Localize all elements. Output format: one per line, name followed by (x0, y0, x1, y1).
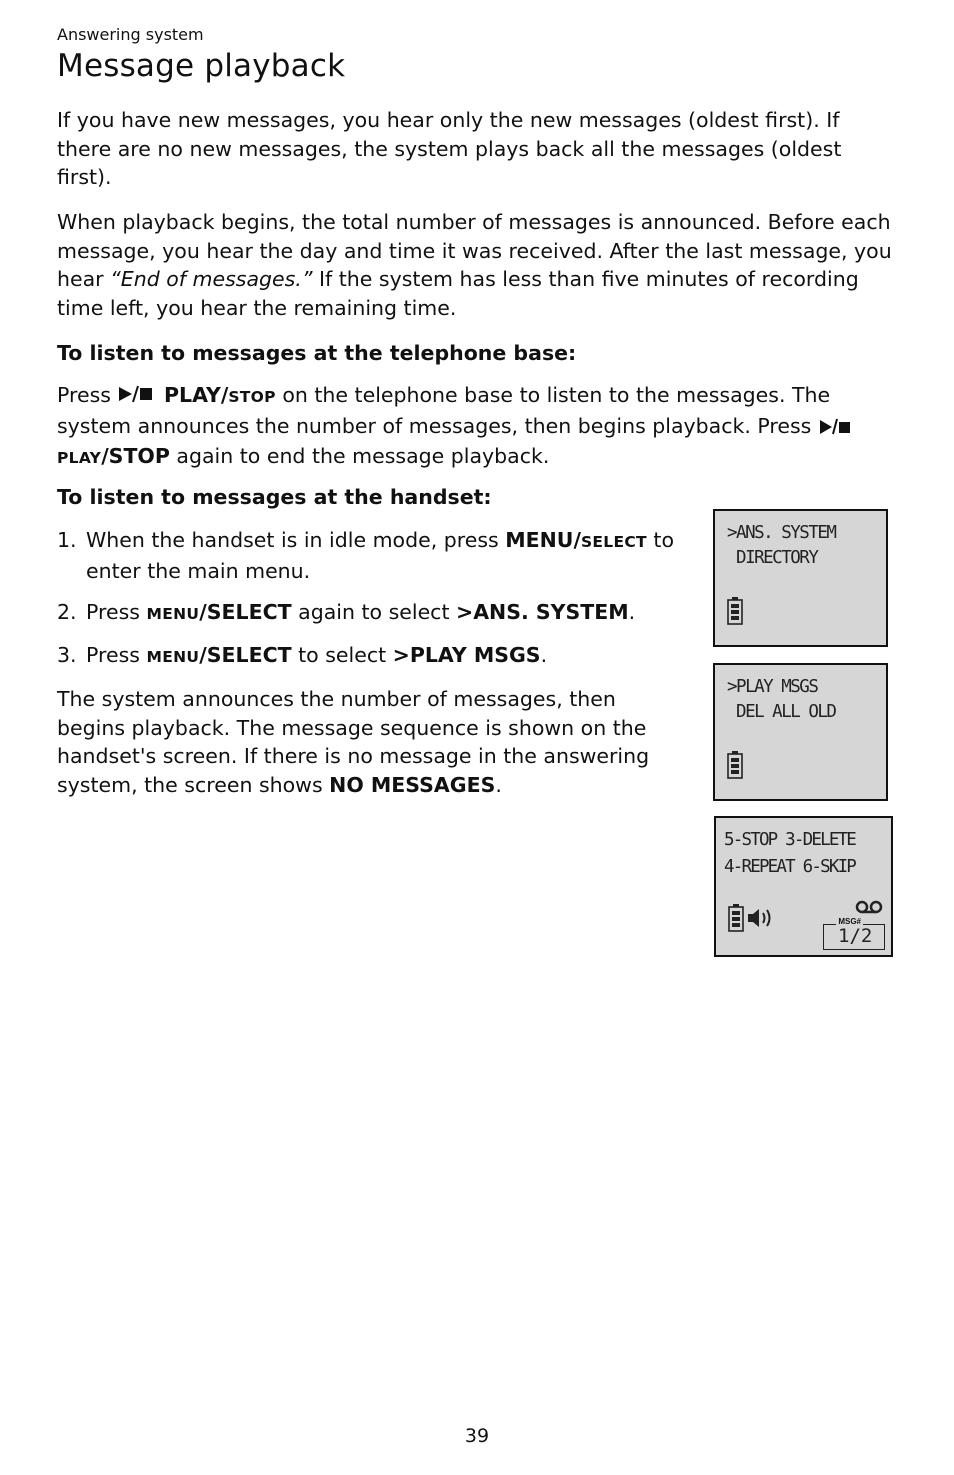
base-heading: To listen to messages at the telephone base: (57, 341, 577, 365)
lcd-line-2: DEL ALL OLD (727, 702, 836, 722)
step-text: Press (86, 643, 147, 667)
message-counter-label: MSG# (838, 917, 861, 926)
step-text: to select (291, 643, 393, 667)
press-text: Press (57, 383, 118, 407)
intro-text-b: If the system has less than five minutes of recording time left, you hear the remaining time. (57, 267, 859, 321)
message-counter (823, 917, 885, 950)
menu-key-label: MENU (146, 648, 200, 666)
page-number: 39 (464, 1425, 490, 1447)
select-key-label: /SELECT (199, 643, 292, 667)
end-of-messages-quote: “End of messages.” (110, 267, 313, 292)
select-key-label: /SELECT (199, 600, 292, 624)
handset-outro (57, 685, 687, 800)
step-number: 3. (57, 643, 77, 667)
base-text-2: again to end the message playback. (169, 444, 550, 469)
step-3 (57, 641, 697, 672)
play-key-label: PLAY (57, 449, 102, 468)
step-2 (57, 598, 697, 629)
ans-system-option: >ANS. SYSTEM (456, 600, 629, 624)
no-messages-label: NO MESSAGES (329, 773, 496, 798)
lcd-screen-play-msgs (713, 663, 888, 801)
lcd-line-1: >ANS. SYSTEM (727, 523, 836, 543)
voicemail-icon (855, 900, 883, 914)
step-text: . (628, 600, 636, 624)
step-number: 1. (57, 528, 77, 552)
outro-text: The system announces the number of messages, then begins playback. The message sequence is shown on the handset's screen. If there is no message in the answering system, the screen shows (57, 687, 650, 798)
play-key-label: PLAY/ (164, 383, 229, 407)
select-key-label: SELECT (580, 533, 647, 551)
page-title: Message playback (57, 48, 346, 84)
base-text-1: on the telephone base to listen to the messages. The system announces the number of messages, then begins playback. Press (57, 383, 831, 438)
step-text: to enter the main menu. (86, 528, 675, 583)
menu-key-label: MENU/ (505, 528, 581, 552)
play-msgs-option: >PLAY MSGS (392, 643, 541, 667)
lcd-line-2: DIRECTORY (727, 548, 818, 568)
step-1 (57, 526, 697, 585)
outro-text: . (495, 773, 502, 798)
step-text: When the handset is in idle mode, press (86, 528, 506, 552)
lcd-screen-playback (714, 816, 893, 957)
lcd-screen-ans-system (713, 509, 888, 647)
speaker-icon (746, 906, 776, 930)
handset-heading: To listen to messages at the handset: (57, 485, 492, 509)
step-text: again to select (291, 600, 457, 624)
battery-icon (727, 597, 743, 625)
play-stop-icon (818, 414, 854, 443)
battery-icon (727, 751, 743, 779)
play-stop-icon (117, 383, 157, 412)
lcd-line-2: 4-REPEAT 6-SKIP (724, 857, 856, 877)
intro-paragraph-1: If you have new messages, you hear only the new messages (oldest first). If there are no new messages, the system plays back all the messages (oldest first). (57, 108, 842, 190)
lcd-line-1: >PLAY MSGS (727, 677, 818, 697)
step-number: 2. (57, 600, 77, 624)
lcd-line-1: 5-STOP 3-DELETE (724, 830, 856, 850)
base-instructions (57, 381, 897, 473)
section-label: Answering system (57, 25, 204, 44)
stop-key-label: /STOP (101, 444, 170, 469)
intro-paragraph-2 (57, 208, 897, 323)
stop-key-label: STOP (228, 388, 276, 406)
menu-key-label: MENU (146, 605, 200, 623)
battery-icon (728, 904, 744, 932)
message-counter-value: 1/2 (838, 925, 873, 947)
step-text: . (540, 643, 548, 667)
step-text: Press (86, 600, 147, 624)
intro-text-a: When playback begins, the total number of messages is announced. Before each message, you hear the day and time it was received. After the last message, you hear (57, 210, 892, 292)
